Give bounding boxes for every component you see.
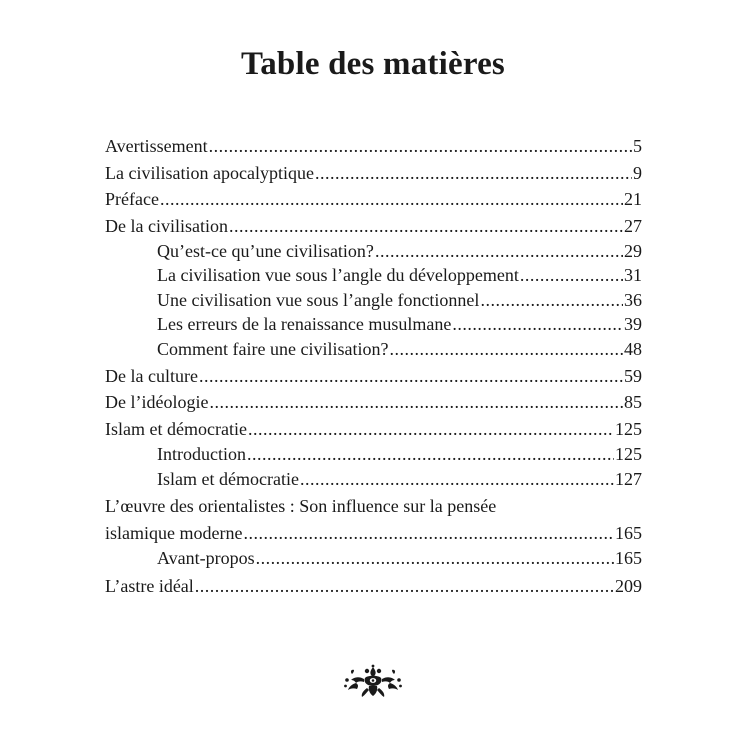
toc-entry-label: De l’idéologie [105,392,209,413]
table-of-contents [105,133,642,599]
toc-page-number: 85 [624,392,642,413]
toc-page-number: 59 [624,365,642,386]
toc-entry-label-line1: L’œuvre des orientalistes : Son influence sur la pensée [105,496,497,517]
toc-page-number: 5 [633,136,642,156]
toc-entry-label: La civilisation apocalyptique [105,162,314,183]
toc-entry-lastre-ideal[interactable] [105,573,642,600]
toc-subentry-fonctionnel[interactable] [105,288,642,312]
leader-dots [248,416,614,443]
leader-dots [315,160,632,187]
floral-fleuron-icon [343,664,403,698]
leader-dots [243,520,614,547]
leader-dots [247,442,614,466]
toc-page-number: 125 [615,418,642,439]
toc-page-number: 165 [615,522,642,543]
leader-dots [195,573,614,600]
leader-dots [452,312,623,336]
toc-subentry-comment-faire[interactable] [105,337,642,361]
toc-entry-de-lideologie[interactable] [105,389,642,416]
page-title: Table des matières [241,46,505,82]
toc-entry-label: La civilisation vue sous l’angle du développement [157,265,519,286]
toc-entry-label: De la civilisation [105,215,228,236]
toc-entry-label: Qu’est-ce qu’une civilisation? [157,241,374,261]
toc-entry-label: Une civilisation vue sous l’angle fonctionnel [157,289,480,310]
toc-entry-islam-et-democratie[interactable] [105,416,642,443]
toc-entry-label: Islam et démocratie [157,468,299,489]
leader-dots [199,363,623,390]
toc-entry-de-la-culture[interactable] [105,363,642,390]
leader-dots [520,263,623,287]
toc-entry-line2 [105,520,642,547]
toc-entry-label: Préface [105,189,159,209]
toc-page-number: 127 [615,468,642,489]
toc-page-number: 31 [624,265,642,286]
toc-subentry-developpement[interactable] [105,263,642,287]
toc-page-number: 9 [633,162,642,183]
toc-entry-label: Comment faire une civilisation? [157,338,389,359]
leader-dots [389,337,623,361]
toc-subentry-avant-propos[interactable] [105,546,642,570]
toc-entry-label: Avant-propos [157,548,255,569]
toc-page-number: 27 [624,215,642,236]
leader-dots [160,186,623,213]
leader-dots [480,288,623,312]
toc-entry-label: Les erreurs de la renaissance musulmane [157,314,452,335]
toc-page-number: 165 [615,548,642,569]
toc-page-number: 125 [615,444,642,465]
toc-entry-avertissement[interactable] [105,133,642,160]
toc-entry-oeuvre-des-orientalistes[interactable] [105,493,642,546]
toc-subentry-erreurs-renaissance[interactable] [105,312,642,336]
leader-dots [209,133,632,160]
leader-dots [300,467,614,491]
toc-page-number: 48 [624,338,642,359]
toc-page-number: 29 [624,241,642,261]
leader-dots [256,546,614,570]
leader-dots [375,239,623,263]
toc-subentry-quest-ce-quune-civilisation[interactable] [105,239,642,263]
toc-subentry-introduction[interactable] [105,442,642,466]
toc-page-number: 21 [624,189,642,209]
toc-subentry-islam-et-democratie[interactable] [105,467,642,491]
toc-page-number: 36 [624,289,642,310]
toc-page-number: 209 [615,575,642,596]
leader-dots [229,213,623,240]
toc-entry-label: L’astre idéal [105,575,194,596]
toc-entry-label: Islam et démocratie [105,418,247,439]
toc-page-number: 39 [624,314,642,335]
toc-entry-label: De la culture [105,365,198,386]
toc-entry-de-la-civilisation[interactable] [105,213,642,240]
toc-entry-civilisation-apocalyptique[interactable] [105,160,642,187]
toc-entry-label: Introduction [157,444,246,465]
leader-dots [209,389,623,416]
toc-entry-label: Avertissement [105,136,208,156]
toc-entry-preface[interactable] [105,186,642,213]
toc-entry-label-line2: islamique moderne [105,522,243,543]
